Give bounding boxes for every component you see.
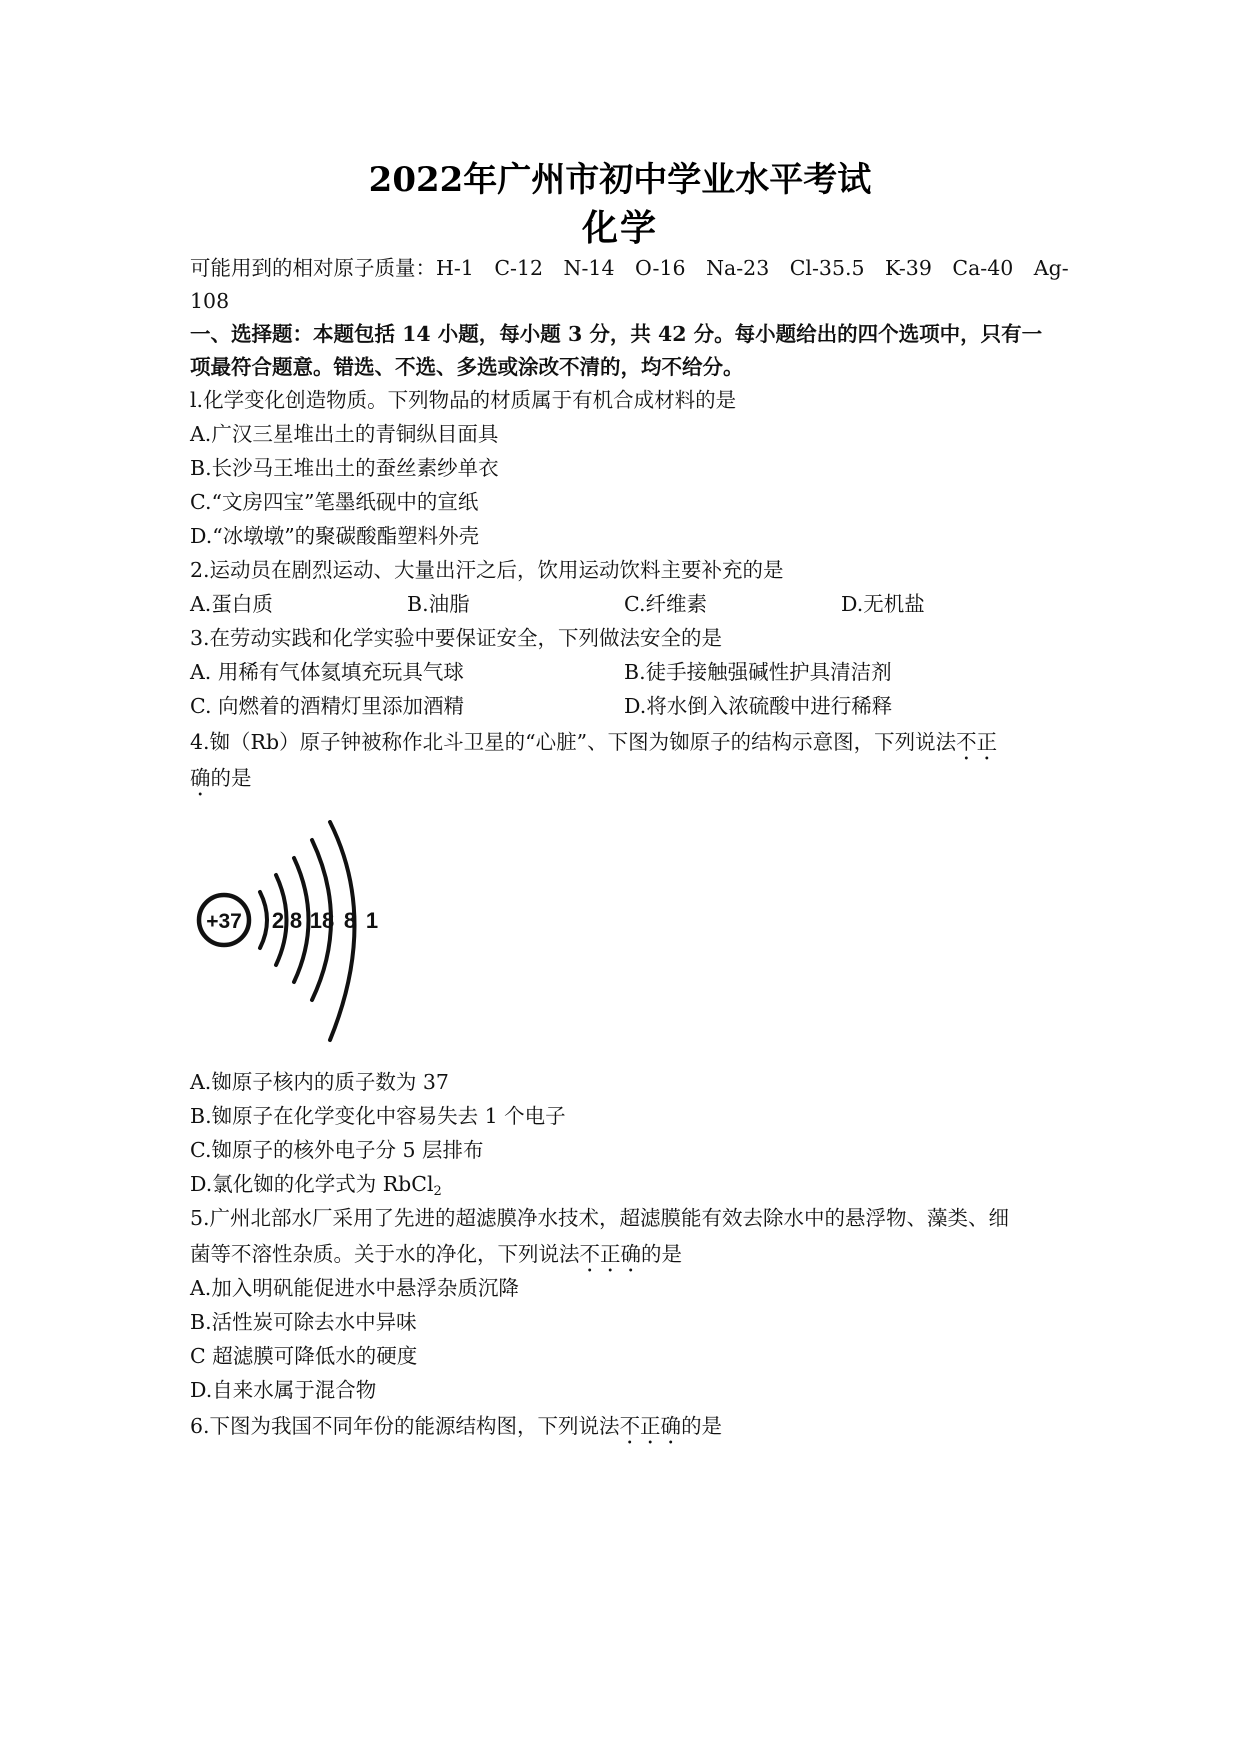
q4-option-d-subscript: 2 [433, 1184, 442, 1199]
q5-stem-line1: 5.广州北部水厂采用了先进的超滤膜净水技术，超滤膜能有效去除水中的悬浮物、藻类、细 [190, 1206, 1010, 1230]
q3-option-c: C. 向燃着的酒精灯里添加酒精 [190, 694, 464, 718]
q5-option-c: C 超滤膜可降低水的硬度 [190, 1344, 418, 1368]
q5-stem-rest: 的是 [641, 1242, 682, 1266]
q1-option-b: B.长沙马王堆出土的蚕丝素纱单衣 [190, 456, 499, 480]
q3-stem: 3.在劳动实践和化学实验中要保证安全，下列做法安全的是 [190, 626, 723, 650]
q6-stem-rest: 的是 [681, 1414, 723, 1438]
q5-stem-line2 [190, 1242, 682, 1277]
q4-stem-emphasis-2: 确 [190, 766, 211, 790]
q6-stem-emphasis: 不正确 [619, 1414, 682, 1438]
section-instructions-line2: 项最符合题意。错选、不选、多选或涂改不清的，均不给分。 [190, 355, 744, 379]
q3-option-b: B.徒手接触强碱性护具清洁剂 [624, 660, 892, 684]
q4-option-d [190, 1172, 442, 1199]
atomic-masses-line2: 108 [190, 289, 230, 313]
q1-option-d: D.“冰墩墩”的聚碳酸酯塑料外壳 [190, 524, 480, 548]
q5-stem-emphasis: 不正确 [579, 1242, 641, 1266]
shell-electrons-5: 1 [365, 908, 379, 933]
q2-option-b: B.油脂 [407, 592, 470, 616]
q3-option-d: D.将水倒入浓硫酸中进行稀释 [624, 694, 893, 718]
shell-arc-1 [260, 892, 267, 948]
q6-stem-text: 6.下图为我国不同年份的能源结构图，下列说法 [190, 1414, 620, 1438]
q4-stem-rest: 的是 [210, 766, 252, 790]
q5-option-d: D.自来水属于混合物 [190, 1378, 377, 1402]
section-instructions-line1: 一、选择题：本题包括 14 小题，每小题 3 分，共 42 分。每小题给出的四个选项中，只有一 [190, 322, 1043, 346]
q2-option-c: C.纤维素 [624, 592, 707, 616]
q5-stem-text: 菌等不溶性杂质。关于水的净化，下列说法 [190, 1242, 580, 1266]
q2-stem: 2.运动员在剧烈运动、大量出汗之后，饮用运动饮料主要补充的是 [190, 558, 784, 582]
q4-stem-text: 4.铷（Rb）原子钟被称作北斗卫星的“心脏”、下图为铷原子的结构示意图，下列说法 [190, 730, 957, 754]
shell-electrons-1: 2 [271, 908, 285, 933]
q3-option-a: A. 用稀有气体氦填充玩具气球 [190, 660, 464, 684]
rubidium-atom-structure-diagram [190, 820, 390, 1050]
q1-option-a: A.广汉三星堆出土的青铜纵目面具 [190, 422, 499, 446]
q4-option-d-text: D.氯化铷的化学式为 RbCl [190, 1172, 434, 1196]
q1-stem: l.化学变化创造物质。下列物品的材质属于有机合成材料的是 [190, 388, 737, 412]
q1-option-c: C.“文房四宝”笔墨纸砚中的宣纸 [190, 490, 479, 514]
nucleus-charge: +37 [206, 910, 242, 933]
q6-stem [190, 1414, 722, 1449]
shell-electrons-3: 18 [309, 908, 335, 933]
q4-stem-emphasis: 不正 [956, 730, 998, 754]
q2-option-a: A.蛋白质 [190, 592, 273, 616]
q4-option-c: C.铷原子的核外电子分 5 层排布 [190, 1138, 484, 1162]
q4-option-b: B.铷原子在化学变化中容易失去 1 个电子 [190, 1104, 566, 1128]
q4-option-a: A.铷原子核内的质子数为 37 [190, 1070, 449, 1094]
q4-stem-line1 [190, 730, 997, 765]
q5-option-a: A.加入明矾能促进水中悬浮杂质沉降 [190, 1276, 519, 1300]
shell-electrons-4: 8 [343, 908, 357, 933]
page-subtitle: 化学 [581, 207, 658, 249]
atomic-masses-line1: 可能用到的相对原子质量：H-1 C-12 N-14 O-16 Na-23 Cl-35.5 K-39 Ca-40 Ag- [190, 256, 1069, 280]
q5-option-b: B.活性炭可除去水中异味 [190, 1310, 417, 1334]
shell-electrons-2: 8 [289, 908, 303, 933]
q4-stem-line2 [190, 766, 252, 801]
q2-option-d: D.无机盐 [841, 592, 925, 616]
page-title: 2022年广州市初中学业水平考试 [368, 160, 872, 200]
